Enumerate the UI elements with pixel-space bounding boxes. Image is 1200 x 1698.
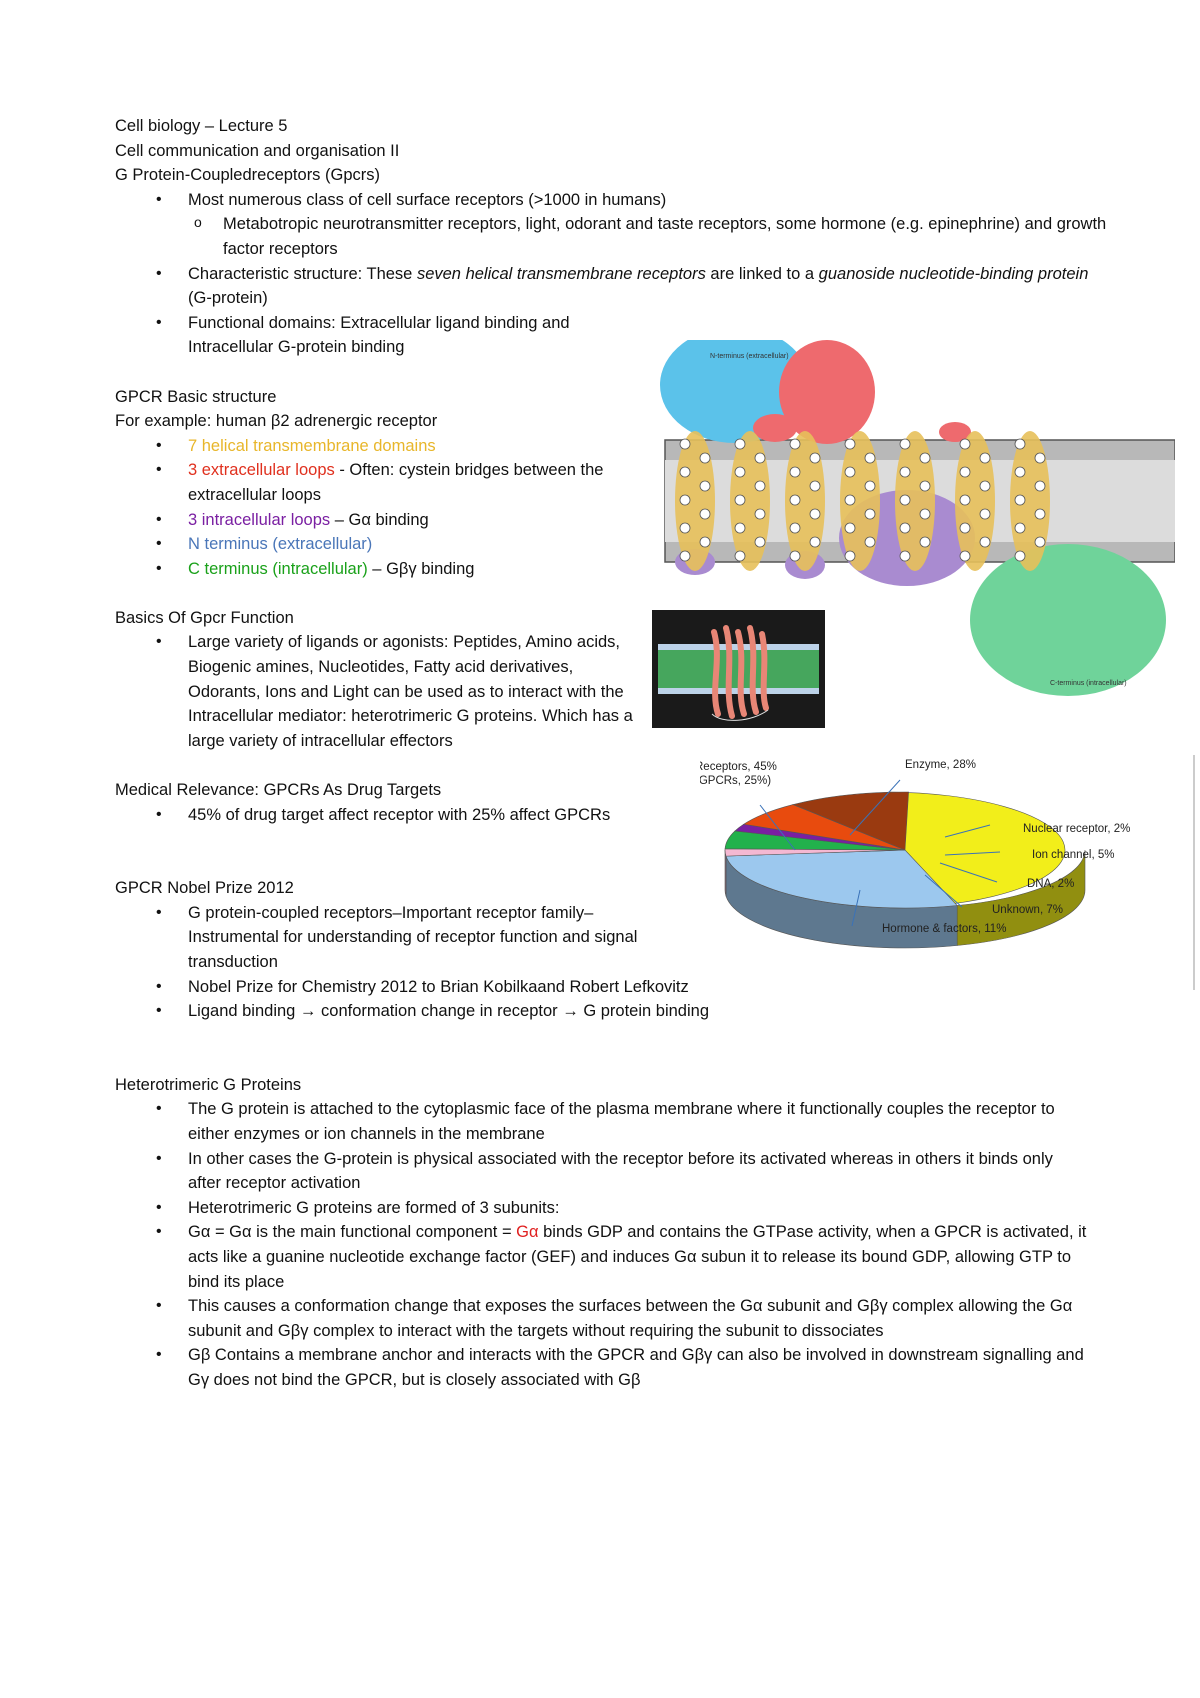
nobel-heading: GPCR Nobel Prize 2012 [115,879,294,898]
intro-list [115,188,1115,360]
residue-circle [845,495,855,505]
gproteins-bullet-1 [115,1097,1088,1146]
residue-circle [865,509,875,519]
residue-circle [960,439,970,449]
residue-circle [845,467,855,477]
intro-bullet-3-text: Functional domains: Extracellular ligand binding and Intracellular G-protein binding [188,313,570,357]
residue-circle [900,551,910,561]
residue-circle [1015,467,1025,477]
residue-circle [845,551,855,561]
residue-circle [960,551,970,561]
gproteins-bullet-6-text: Gβ Contains a membrane anchor and interacts with the GPCR and Gβγ can also be involved in downstream signalling and Gγ does not bind the GPCR, but is closely associated with Gβ [188,1346,1084,1389]
residue-circle [1035,509,1045,519]
nobel-bullet-1-text: G protein-coupled receptors–Important receptor family–Instrumental for understanding of receptor function and signal transduction [188,903,638,971]
residue-circle [900,467,910,477]
c-terminus-blob [970,544,1166,696]
residue-circle [755,453,765,463]
gproteins-bullet-3 [115,1196,1115,1221]
residue-circle [680,551,690,561]
residue-circle [1015,523,1025,533]
residue-circle [680,523,690,533]
residue-circle [790,467,800,477]
crystal-helix-4 [750,628,756,712]
extracellular-loop-1-blob [753,414,797,442]
residue-circle [810,509,820,519]
doc-title: Cell biology – Lecture 5 [115,117,288,135]
residue-circle [735,523,745,533]
gproteins-bullet-5 [115,1294,1088,1343]
gproteins-bullet-3-text: Heterotrimeric G proteins are formed of 3 subunits: [188,1198,560,1217]
crystal-helix-1 [714,632,718,714]
residue-circle [980,509,990,519]
residue-circle [790,439,800,449]
pie-label-1: Enzyme, 28% [905,759,976,771]
section-heading-gpcrs: G Protein-Coupledreceptors (Gpcrs) [115,166,381,185]
nobel-bullet-2-text: Nobel Prize for Chemistry 2012 to Brian Kobilkaand Robert Lefkovitz [188,977,689,996]
pie-label-0: Receptors, 45% [700,761,777,773]
residue-circle [900,523,910,533]
gproteins-bullet-2 [115,1147,1088,1196]
residue-circle [865,453,875,463]
gproteins-bullet-4 [115,1220,1088,1294]
residue-circle [790,523,800,533]
residue-circle [700,509,710,519]
n-terminus-label: N-terminus (extracellular) [710,353,789,360]
residue-circle [810,453,820,463]
residue-circle [1015,495,1025,505]
gproteins-heading: Heterotrimeric G Proteins [115,1075,302,1094]
pie-label-3: Ion channel, 5% [1032,849,1115,861]
intro-sublist [188,212,1115,261]
residue-circle [735,439,745,449]
residue-circle [1035,481,1045,491]
pie-label-0: (GPCRs, 25%) [700,775,772,787]
pie-chart-svg [700,755,1200,990]
drug-target-pie-chart [700,755,1200,990]
residue-circle [1035,537,1045,547]
residue-circle [755,537,765,547]
residue-circle [865,537,875,547]
doc-subtitle: Cell communication and organisation II [115,141,400,160]
residue-circle [980,453,990,463]
medical-heading: Medical Relevance: GPCRs As Drug Targets [115,781,442,800]
gproteins-bullet-5-text: This causes a conformation change that exposes the surfaces between the Gα subunit and Gβγ complex allowing the Gα subunit and Gβγ complex to interact with the targets without requiring the subunit to dissociates [188,1297,1073,1340]
intro-bullet-2 [115,262,1115,311]
residue-circle [1015,439,1025,449]
residue-circle [790,551,800,561]
pie-label-6: Hormone & factors, 11% [882,923,1007,935]
residue-circle [980,537,990,547]
residue-circle [845,439,855,449]
pie-label-2: Nuclear receptor, 2% [1023,823,1131,835]
residue-circle [920,453,930,463]
gproteins-bullet-4-b: binds GDP and contains the GTPase activity, when a GPCR is activated, it acts like a guanine nucleotide exchange factor (GEF) and induces Gα subun it to release its bound GDP, allowing GTP to bind its place [188,1223,1087,1291]
residue-circle [680,467,690,477]
residue-circle [960,467,970,477]
receptor-structure-image [652,610,825,728]
residue-circle [700,481,710,491]
residue-circle [810,537,820,547]
residue-circle [845,523,855,533]
intro-bullet-2-italic-2: guanoside nucleotide-binding protein [818,264,1089,283]
residue-circle [980,481,990,491]
document-body [115,114,1115,1393]
nobel-bullet-3-text: Ligand binding → conformation change in receptor → G protein binding [188,1002,709,1021]
medical-bullet-1-text: 45% of drug target affect receptor with 25% affect GPCRs [188,805,611,824]
pie-label-5: Unknown, 7% [992,904,1063,916]
intro-bullet-1-text: Most numerous class of cell surface receptors (>1000 in humans) [188,190,667,209]
nobel-bullet-1 [115,901,683,975]
residue-circle [865,481,875,491]
pie-label-4: DNA, 2% [1027,878,1075,890]
residue-circle [755,509,765,519]
crystal-helix-2 [726,628,732,716]
residue-circle [900,439,910,449]
gproteins-bullet-2-text: In other cases the G-protein is physical associated with the receptor before its activated whereas in others it binds only after receptor activation [188,1149,1053,1193]
ext-loops-colored: 3 extracellular loops [188,461,335,480]
intro-bullet-1 [115,188,1115,262]
residue-circle [735,467,745,477]
n-terminus-text: N terminus (extracellular) [188,535,373,554]
structure-heading: GPCR Basic structure [115,387,277,406]
residue-circle [1035,453,1045,463]
residue-circle [755,481,765,491]
residue-circle [900,495,910,505]
gproteins-list [115,1097,1115,1392]
gproteins-bullet-6 [115,1343,1088,1392]
receptor-structure-svg [652,610,825,728]
pie-side-2 [725,850,726,896]
crystal-helix-3 [738,632,744,714]
nobel-bullet-3 [115,999,1115,1024]
c-terminus-colored: C terminus (intracellular) [188,559,368,578]
residue-circle [700,453,710,463]
intro-bullet-2-a: Characteristic structure: These [188,264,417,283]
function-bullet-1-text: Large variety of ligands or agonists: Peptides, Amino acids, Biogenic amines, Nucleotides, Fatty acid derivatives, Odorants, Ions and Light can be used as to interact with the Intracellular mediator: heterotrimeric G proteins. Which has a large variety of intracellular effectors [188,633,633,750]
residue-circle [920,481,930,491]
function-bullet-1 [115,630,640,753]
intro-sub-bullet [115,212,1115,261]
residue-circle [960,523,970,533]
residue-circle [1015,551,1025,561]
structure-example: For example: human β2 adrenergic receptor [115,412,438,431]
residue-circle [735,495,745,505]
c-terminus-label: C-terminus (intracellular) [1050,680,1127,687]
residue-circle [920,537,930,547]
intro-bullet-3 [115,311,628,360]
ext-loops-rest: - Often: cystein bridges between the extracellular loops [188,461,604,504]
function-heading: Basics Of Gpcr Function [115,608,294,627]
intro-bullet-2-b: are linked to a [705,264,819,283]
int-loops-colored: 3 intracellular loops [188,510,331,529]
int-loops-rest: – Gα binding [330,510,429,529]
pie-slices [725,792,1065,908]
helical-domains-text: 7 helical transmembrane domains [188,436,436,455]
gproteins-bullet-1-text: The G protein is attached to the cytoplasmic face of the plasma membrane where it functionally couples the receptor to either enzymes or ion channels in the membrane [188,1100,1055,1143]
c-terminus-rest: – Gβγ binding [367,559,475,578]
intro-bullet-2-italic-1: seven helical transmembrane receptors [416,264,706,283]
residue-circle [680,439,690,449]
gproteins-bullet-4-a: Gα = Gα is the main functional component = [188,1223,517,1242]
residue-circle [920,509,930,519]
residue-circle [680,495,690,505]
structure-item-ext-loops [115,458,628,507]
residue-circle [790,495,800,505]
gproteins-bullet-4-red: Gα [516,1223,539,1242]
residue-circle [810,481,820,491]
crystal-helix-5 [762,634,766,708]
residue-circle [960,495,970,505]
residue-circle [700,537,710,547]
residue-circle [735,551,745,561]
intro-bullet-2-c: (G-protein) [188,289,268,308]
intro-sub-bullet-text: Metabotropic neurotransmitter receptors, light, odorant and taste receptors, some hormone (e.g. epinephrine) and growth factor receptors [223,215,1107,258]
